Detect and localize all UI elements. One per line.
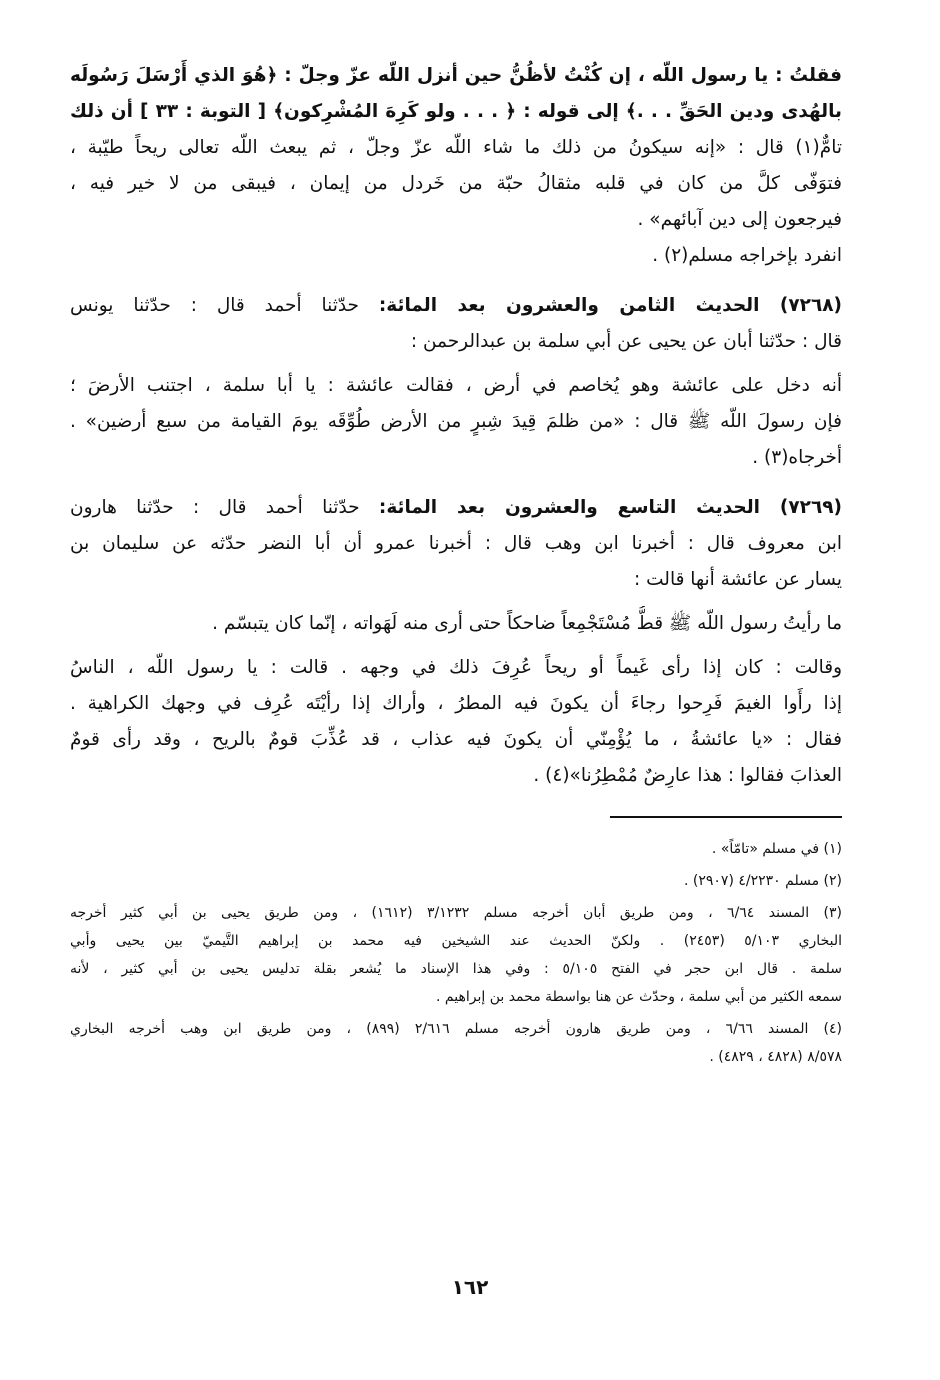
footnote-3-line: سلمة . قال ابن حجر في الفتح ٥/١٠٥ : وفي هذا الإسناد ما يُشعر بقلة تدليس يحيى بن أبي كثير ، لأنه — [70, 961, 842, 977]
footnote-3-line: البخاري ٥/١٠٣ (٢٤٥٣) . ولكنّ الحديث عند الشيخين فيه محمد بن إبراهيم التَّيميّ بين يحيى وأبي — [70, 933, 842, 949]
isnad-text: حدّثنا أحمد قال : حدّثنا هارون — [70, 497, 379, 518]
page-body — [70, 58, 842, 1071]
footnote-3-line: (٣) المسند ٦/٦٤ ، ومن طريق أبان أخرجه مسلم ٣/١٢٣٢ (١٦١٢) ، ومن طريق يحيى بن أبي كثير أخرجه — [70, 905, 842, 921]
footnote-2: (٢) مسلم ٤/٢٢٣٠ (٢٩٠٧) . — [683, 873, 842, 889]
attribution-note: انفرد بإخراجه مسلم(٢) . — [652, 245, 842, 266]
paragraph-hadith-continuation — [70, 58, 842, 274]
isnad-text: حدّثنا أحمد قال : حدّثنا يونس — [70, 295, 379, 316]
text-line: يسار عن عائشة أنها قالت : — [634, 569, 842, 590]
text-line: تامٌّ(١) قال : «إنه سيكونُ من ذلك ما شاء اللّه عزّ وجلّ ، ثم يبعث اللّه تعالى ريحاً طيّبة ، — [70, 137, 842, 158]
text-line: بالهُدى ودين الحَقِّ . . .﴾ إلى قوله : ﴿ . . . ولو كَرِهَ المُشْرِكون﴾ [ التوبة : ٣٣ ] أن ذلك — [70, 101, 842, 122]
footnote-4-line: ٨/٥٧٨ (٤٨٢٨ ، ٤٨٢٩) . — [709, 1049, 842, 1065]
text-line: قال : حدّثنا أبان عن يحيى عن أبي سلمة بن عبدالرحمن : — [410, 331, 842, 352]
text-line: وقالت : كان إذا رأى غَيماً أو ريحاً عُرِفَ ذلك في وجهه . قالت : يا رسول اللّه ، الناسُ — [70, 657, 842, 678]
footnote-3-line: سمعه الكثير من أبي سلمة ، وحدّث عن هنا بواسطة محمد بن إبراهيم . — [436, 989, 842, 1005]
hadith-heading: (٧٢٦٨) الحديث الثامن والعشرون بعد المائة: — [378, 295, 842, 316]
footnote-separator — [70, 816, 842, 817]
hadith-heading-line — [70, 490, 842, 526]
hadith-heading-line — [70, 288, 842, 324]
attribution-note: أخرجاه(٣) . — [752, 447, 842, 468]
text-line: فقلتُ : يا رسول اللّه ، إن كُنْتُ لأظُنُّ حين أنزل اللّه عزّ وجلّ : ﴿هُوَ الذي أَرْسَلَ رَسُولَه — [70, 65, 842, 86]
footnotes — [70, 835, 842, 1071]
text-line: فقال : «يا عائشةُ ، ما يُؤْمِنّي أن يكونَ فيه عذاب ، قد عُذِّبَ قومٌ بالريح ، وقد رأى قومٌ — [70, 729, 842, 750]
text-line: إذا رأَوا الغيمَ فَرِحوا رجاءَ أن يكونَ فيه المطرُ ، وأراك إذا رأيْتَه عُرِف في وجهك الكراهية . — [70, 693, 842, 714]
text-line: العذابَ فقالوا : هذا عارِضٌ مُمْطِرُنا»(٤) . — [533, 765, 842, 786]
text-line: فإن رسولَ اللّه ﷺ قال : «من ظلمَ قِيدَ شِبرٍ من الأرض طُوِّقَه يومَ القيامة من سبع أرضين» . — [70, 411, 842, 432]
hadith-7269 — [70, 490, 842, 794]
page-number: ١٦٢ — [451, 1275, 489, 1299]
text-line: فيرجعون إلى دين آبائهم» . — [637, 209, 842, 230]
text-line: فتوَفّى كلَّ من كان في قلبه مثقالُ حبّة من خَردل من إيمان ، فيبقى من لا خير فيه ، — [70, 173, 842, 194]
text-line: أنه دخل على عائشة وهو يُخاصم في أرض ، فقالت عائشة : يا أبا سلمة ، اجتنب الأرضَ ؛ — [70, 375, 842, 396]
hadith-7268 — [70, 288, 842, 476]
text-line: ابن معروف قال : أخبرنا ابن وهب قال : أخبرنا عمرو أن أبا النضر حدّثه عن سليمان بن — [70, 533, 842, 554]
hadith-heading: (٧٢٦٩) الحديث التاسع والعشرون بعد المائة: — [378, 497, 842, 518]
text-line: ما رأيتُ رسول اللّه ﷺ قطُّ مُسْتَجْمِعاً ضاحكاً حتى أرى منه لَهَواته ، إنّما كان يتبسّم . — [212, 613, 842, 634]
footnote-1: (١) في مسلم «تامّاً» . — [711, 841, 842, 857]
footnote-4-line: (٤) المسند ٦/٦٦ ، ومن طريق هارون أخرجه مسلم ٢/٦١٦ (٨٩٩) ، ومن طريق ابن وهب أخرجه البخاري — [70, 1021, 842, 1037]
